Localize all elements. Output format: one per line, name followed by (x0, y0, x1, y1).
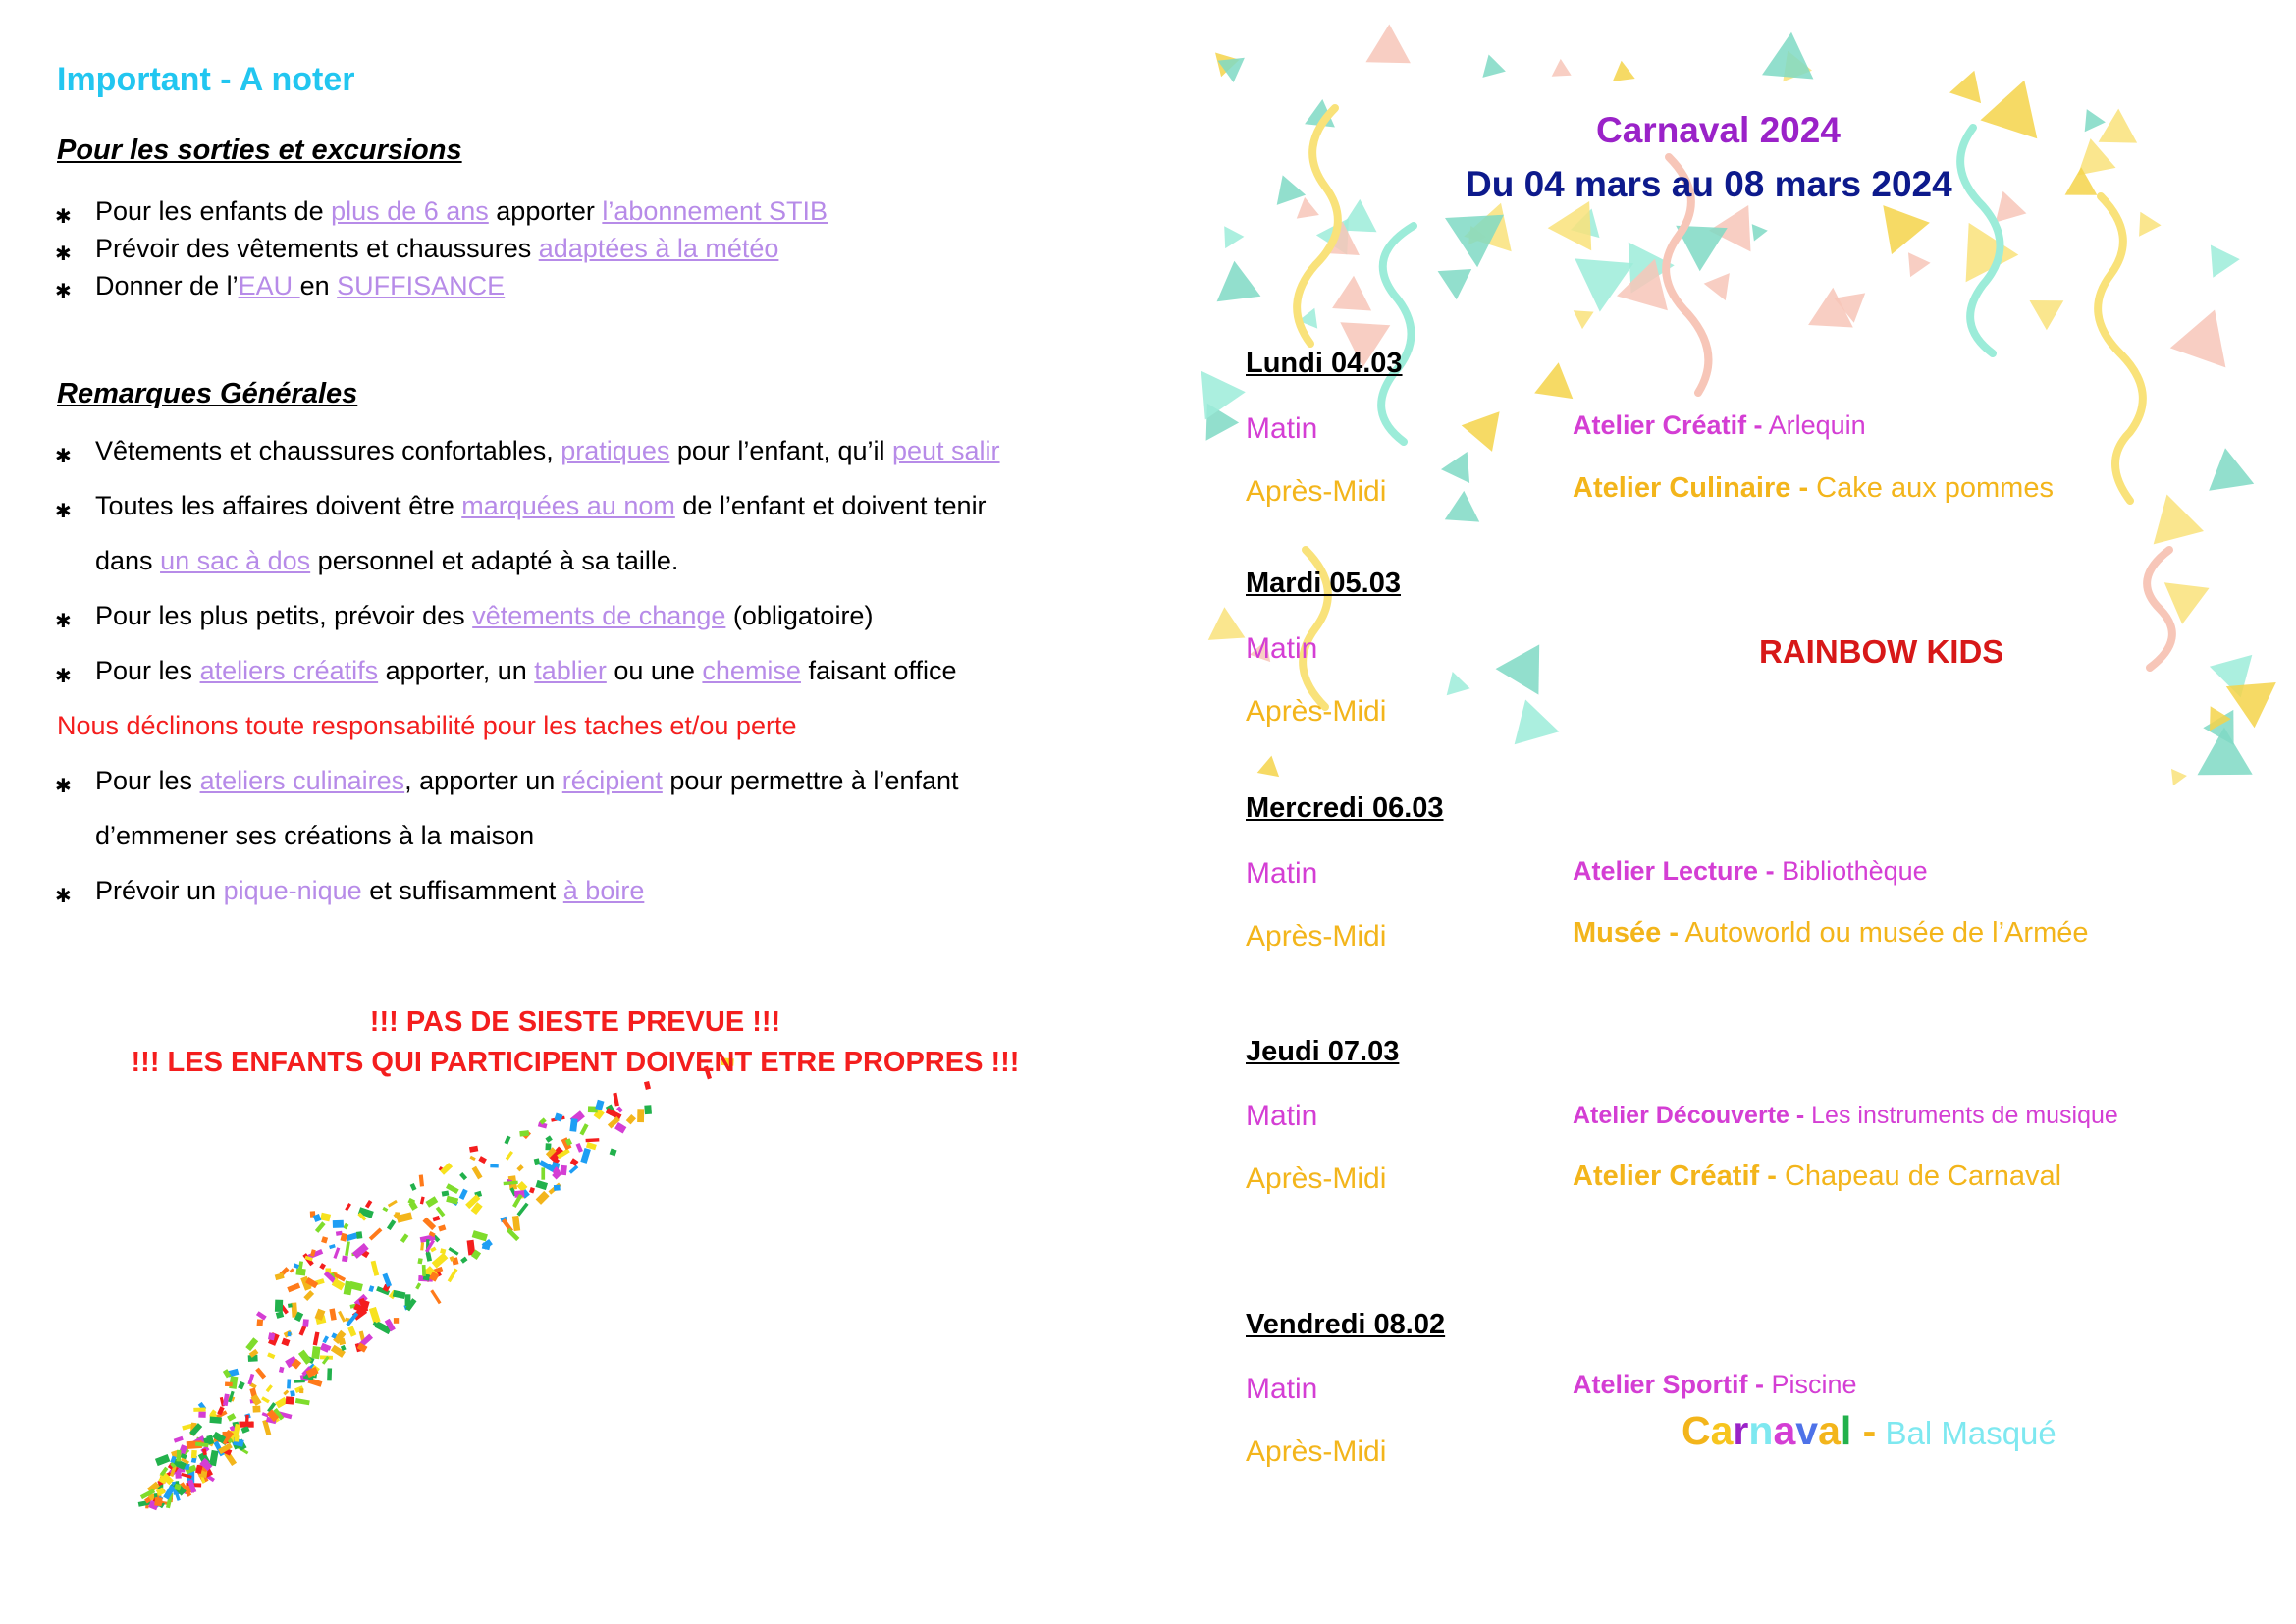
confetti-triangle (1496, 644, 1540, 694)
popper-confetti-piece (275, 1300, 283, 1312)
popper-confetti-piece (154, 1497, 162, 1506)
confetti-triangle (1762, 32, 1813, 80)
popper-confetti-piece (610, 1149, 617, 1157)
link-eau[interactable]: EAU (238, 271, 300, 300)
confetti-triangle (1445, 491, 1479, 522)
popper-confetti-piece (400, 1233, 409, 1243)
popper-confetti-piece (238, 1381, 245, 1389)
popper-confetti-piece (247, 1374, 254, 1385)
confetti-triangle (1482, 55, 1506, 78)
confetti-triangle (1438, 269, 1472, 299)
carnaval-letter: a (1818, 1408, 1841, 1453)
text: , apporter un (404, 766, 562, 795)
confetti-triangle (1908, 252, 1931, 277)
apres-midi-label: Après-Midi (1246, 1163, 1387, 1195)
confetti-triangle (2209, 448, 2254, 491)
popper-confetti-piece (388, 1200, 398, 1208)
popper-confetti-piece (279, 1367, 285, 1373)
popper-confetti-piece (209, 1417, 222, 1424)
popper-confetti-piece (637, 1109, 644, 1122)
popper-confetti-piece (302, 1319, 309, 1327)
popper-confetti-piece (369, 1227, 383, 1240)
popper-confetti-piece (294, 1380, 305, 1383)
activity-name: Arlequin (1762, 410, 1866, 440)
popper-confetti-piece (576, 1143, 583, 1153)
apres-midi-label: Après-Midi (1246, 920, 1387, 952)
link-abonnement-stib[interactable]: l’abonnement STIB (602, 196, 828, 226)
popper-confetti-piece (283, 1389, 289, 1395)
popper-confetti-piece (266, 1384, 273, 1392)
remarques-title: Remarques Générales (57, 378, 358, 409)
confetti-triangle (1208, 607, 1246, 640)
popper-confetti-piece (469, 1146, 478, 1153)
popper-confetti-piece (287, 1283, 300, 1293)
bal-masque: Bal Masqué (1876, 1415, 2056, 1451)
popper-confetti-piece (347, 1326, 356, 1337)
popper-confetti-piece (536, 1191, 550, 1205)
carnaval-letter: a (1773, 1408, 1796, 1453)
popper-confetti-piece (288, 1303, 293, 1308)
popper-confetti-piece (614, 1122, 626, 1133)
confetti-triangle (1441, 452, 1469, 483)
popper-confetti-piece (417, 1258, 422, 1264)
popper-confetti-piece (579, 1123, 588, 1135)
popper-confetti-piece (554, 1185, 561, 1191)
activity-lundi-matin (1573, 410, 1866, 441)
popper-confetti-piece (432, 1216, 440, 1222)
bullet-icon: ✱ (55, 446, 72, 467)
confetti-triangle (1365, 25, 1411, 64)
popper-confetti-piece (245, 1415, 249, 1427)
popper-confetti-piece (469, 1156, 475, 1161)
carnaval-bal-masque (1682, 1408, 2056, 1454)
text: Pour les plus petits, prévoir des (95, 601, 473, 630)
matin-label: Matin (1246, 1100, 1318, 1132)
link-plus-6-ans[interactable]: plus de 6 ans (331, 196, 489, 226)
bullet-icon: ✱ (55, 886, 72, 907)
rainbow-kids: RAINBOW KIDS (1759, 633, 2004, 670)
popper-confetti-piece (472, 1166, 483, 1180)
popper-confetti-piece (387, 1219, 396, 1230)
popper-confetti-piece (294, 1263, 299, 1269)
text: Prévoir un (95, 876, 224, 905)
bullet-icon: ✱ (55, 206, 72, 228)
confetti-triangle (2211, 245, 2240, 278)
link-adaptees-meteo[interactable]: adaptées à la météo (538, 234, 779, 263)
pique-nique-text: pique-nique (223, 876, 362, 905)
activity-type: Atelier Culinaire - (1573, 472, 1809, 504)
popper-confetti-piece (288, 1331, 292, 1336)
bullet-icon: ✱ (55, 501, 72, 522)
confetti-triangle (1201, 371, 1246, 420)
popper-confetti-piece (290, 1390, 295, 1396)
popper-confetti-piece (626, 1114, 636, 1124)
sieste-warning: !!! PAS DE SIESTE PREVUE !!! (369, 1006, 781, 1038)
popper-confetti-piece (472, 1230, 488, 1241)
bullet-icon: ✱ (55, 666, 72, 687)
link-vetements-change[interactable]: vêtements de change (472, 601, 726, 630)
text: apporter, un (378, 656, 535, 685)
remarque-ateliers-creatifs (95, 656, 957, 686)
activity-jeudi-matin (1573, 1102, 2118, 1130)
text: pour l’enfant, qu’il (669, 436, 892, 465)
popper-confetti-piece (505, 1135, 511, 1144)
activity-name: Bibliothèque (1774, 856, 1928, 886)
activity-name: Cake aux pommes (1808, 472, 2054, 504)
confetti-triangle (1515, 700, 1560, 745)
popper-confetti-piece (245, 1337, 258, 1351)
confetti-triangle (1462, 411, 1500, 452)
confetti-triangle (1447, 672, 1470, 695)
popper-confetti-piece (368, 1285, 374, 1292)
sorties-item-eau (95, 271, 505, 301)
activity-lundi-aprem (1573, 472, 2054, 505)
matin-label: Matin (1246, 632, 1318, 665)
carnaval-dash: - (1851, 1408, 1877, 1453)
bullet-icon: ✱ (55, 281, 72, 302)
day-lundi: Lundi 04.03 (1246, 348, 1403, 379)
link-chemise[interactable]: chemise (702, 656, 801, 685)
popper-confetti-piece (595, 1100, 604, 1110)
popper-confetti-piece (322, 1335, 329, 1343)
text: en (299, 271, 338, 300)
popper-confetti-piece (425, 1196, 438, 1208)
popper-confetti-piece (338, 1311, 346, 1323)
popper-confetti-piece (299, 1388, 303, 1393)
text: et suffisamment (361, 876, 563, 905)
bullet-icon: ✱ (55, 244, 72, 265)
confetti-triangle (1996, 191, 2027, 223)
confetti-triangle (1548, 201, 1592, 250)
responsabilite-warning: Nous déclinons toute responsabilité pour les taches et/ou perte (57, 711, 797, 740)
confetti-triangle (2139, 212, 2162, 237)
text: Pour les (95, 766, 200, 795)
link-tablier[interactable]: tablier (534, 656, 607, 685)
confetti-triangle (1752, 224, 1768, 241)
popper-confetti-piece (333, 1220, 344, 1228)
popper-confetti-piece (329, 1244, 336, 1249)
link-recipient[interactable]: récipient (561, 766, 663, 795)
popper-confetti-piece (616, 1107, 623, 1113)
carnaval-word (1682, 1408, 1851, 1453)
text: ou une (606, 656, 703, 685)
day-mardi: Mardi 05.03 (1246, 568, 1401, 599)
popper-confetti-piece (267, 1352, 275, 1359)
popper-confetti-piece (490, 1164, 499, 1168)
matin-label: Matin (1246, 412, 1318, 445)
link-peut-salir[interactable]: peut salir (891, 436, 1000, 465)
text: dans (95, 546, 161, 575)
link-suffisance[interactable]: SUFFISANCE (337, 271, 506, 300)
popper-confetti-piece (155, 1454, 170, 1466)
text: de l’enfant et doivent tenir (674, 491, 987, 520)
popper-confetti-piece (320, 1213, 331, 1222)
popper-confetti-piece (261, 1396, 270, 1403)
popper-confetti-piece (290, 1268, 294, 1272)
remarque-vetements (95, 436, 1000, 466)
activity-type: Atelier Lecture - (1573, 856, 1775, 886)
day-vendredi: Vendredi 08.02 (1246, 1309, 1446, 1340)
remarque-affaires (95, 491, 987, 521)
confetti-triangle (2099, 109, 2138, 143)
page-title: Carnaval 2024 (1596, 110, 1841, 150)
popper-confetti-piece (410, 1183, 417, 1191)
confetti-triangle (1217, 261, 1261, 302)
popper-confetti-piece (419, 1174, 424, 1186)
popper-confetti-piece (336, 1231, 343, 1236)
popper-confetti-piece (415, 1282, 421, 1289)
popper-confetti-piece (430, 1289, 441, 1304)
carnaval-letter: v (1795, 1408, 1819, 1453)
popper-confetti-piece (460, 1257, 467, 1264)
link-a-boire[interactable]: à boire (562, 876, 645, 905)
popper-confetti-piece (365, 1200, 372, 1208)
popper-confetti-piece (252, 1406, 260, 1413)
popper-confetti-piece (394, 1318, 399, 1324)
popper-confetti-piece (438, 1224, 446, 1231)
day-jeudi: Jeudi 07.03 (1246, 1036, 1400, 1067)
popper-confetti-piece (198, 1411, 206, 1417)
sorties-item-stib (95, 196, 828, 227)
apres-midi-label: Après-Midi (1246, 475, 1387, 508)
matin-label: Matin (1246, 1373, 1318, 1405)
popper-confetti-piece (382, 1207, 388, 1212)
popper-confetti-piece (393, 1290, 406, 1299)
popper-confetti-piece (569, 1118, 577, 1132)
popper-confetti-piece (342, 1256, 348, 1263)
activity-vendredi-matin (1573, 1370, 1857, 1400)
popper-confetti-piece (519, 1130, 529, 1136)
popper-confetti-piece (644, 1105, 652, 1114)
popper-confetti-piece (356, 1231, 362, 1239)
text: Vêtements et chaussures confortables, (95, 436, 561, 465)
text: Pour les (95, 656, 200, 685)
text: Toutes les affaires doivent être (95, 491, 462, 520)
link-pratiques[interactable]: pratiques (561, 436, 670, 465)
popper-confetti-piece (478, 1156, 487, 1164)
apres-midi-label: Après-Midi (1246, 695, 1387, 728)
activity-name: Autoworld ou musée de l’Armée (1678, 917, 2089, 948)
confetti-triangle (2030, 300, 2064, 330)
popper-confetti-piece (256, 1311, 267, 1320)
popper-confetti-piece (442, 1190, 450, 1196)
popper-confetti-piece (371, 1261, 380, 1276)
party-popper-confetti (138, 1057, 734, 1510)
text: Prévoir des vêtements et chaussures (95, 234, 539, 263)
confetti-triangle (1534, 362, 1573, 399)
bullet-icon: ✱ (55, 776, 72, 797)
confetti-triangle (1332, 276, 1371, 311)
carnaval-letter: n (1748, 1408, 1774, 1453)
popper-confetti-piece (448, 1269, 458, 1283)
confetti-triangle (1575, 258, 1633, 311)
carnaval-letter: C (1682, 1408, 1711, 1453)
popper-confetti-piece (545, 1143, 551, 1150)
popper-confetti-piece (321, 1236, 328, 1243)
popper-confetti-piece (529, 1187, 535, 1193)
popper-confetti-piece (569, 1165, 579, 1174)
remarque-culinaires-cont: d’emmener ses créations à la maison (95, 821, 535, 850)
carnaval-letter: a (1710, 1408, 1734, 1453)
activity-name: Les instruments de musique (1804, 1102, 2118, 1129)
confetti-triangle (1704, 273, 1730, 300)
confetti-triangle (1297, 197, 1319, 219)
activity-mercredi-aprem (1573, 917, 2088, 949)
popper-confetti-piece (420, 1196, 425, 1204)
popper-confetti-piece (369, 1307, 381, 1324)
popper-confetti-piece (281, 1338, 290, 1347)
day-mercredi: Mercredi 06.03 (1246, 792, 1444, 824)
popper-confetti-piece (333, 1247, 340, 1259)
activity-type: Atelier Découverte - (1573, 1102, 1805, 1129)
text: pour permettre à l’enfant (662, 766, 959, 795)
popper-confetti-piece (506, 1151, 513, 1161)
popper-confetti-piece (586, 1138, 600, 1142)
popper-confetti-piece (287, 1379, 291, 1388)
popper-confetti-piece (319, 1263, 326, 1270)
link-ateliers-creatifs[interactable]: ateliers créatifs (199, 656, 379, 685)
confetti-triangle (2226, 682, 2276, 728)
popper-confetti-piece (191, 1450, 197, 1458)
confetti-triangle (1277, 175, 1306, 205)
popper-confetti-piece (346, 1232, 358, 1241)
popper-confetti-piece (303, 1290, 314, 1301)
text: Pour les enfants de (95, 196, 332, 226)
remarque-ateliers-culinaires (95, 766, 959, 796)
popper-confetti-piece (345, 1241, 350, 1256)
confetti-triangle (1883, 205, 1930, 254)
link-ateliers-culinaires[interactable]: ateliers culinaires (199, 766, 405, 795)
popper-confetti-piece (459, 1172, 467, 1180)
matin-label: Matin (1246, 857, 1318, 890)
link-sac-a-dos[interactable]: un sac à dos (160, 546, 311, 575)
popper-confetti-piece (223, 1393, 230, 1406)
popper-confetti-piece (299, 1326, 307, 1336)
confetti-triangle (2171, 769, 2187, 785)
page-subtitle: Du 04 mars au 08 mars 2024 (1466, 164, 1952, 204)
popper-confetti-piece (209, 1450, 219, 1466)
popper-confetti-piece (343, 1223, 348, 1230)
confetti-triangle (2154, 495, 2204, 545)
popper-confetti-piece (570, 1158, 579, 1166)
popper-confetti-piece (276, 1311, 284, 1319)
popper-confetti-piece (329, 1308, 336, 1320)
popper-confetti-piece (512, 1216, 520, 1231)
activity-type: Atelier Créatif - (1573, 410, 1763, 440)
activity-name: Piscine (1764, 1370, 1857, 1399)
text: Donner de l’ (95, 271, 239, 300)
popper-confetti-piece (613, 1093, 619, 1107)
activity-type: Atelier Sportif - (1573, 1370, 1765, 1399)
popper-confetti-piece (436, 1207, 446, 1218)
sorties-item-meteo (95, 234, 778, 264)
popper-confetti-piece (459, 1189, 468, 1200)
confetti-triangle (1949, 71, 1981, 103)
popper-confetti-piece (422, 1265, 426, 1276)
text: personnel et adapté à sa taille. (310, 546, 679, 575)
popper-confetti-piece (311, 1346, 320, 1359)
confetti-triangle (1552, 59, 1572, 77)
popper-confetti-piece (560, 1165, 567, 1176)
text: apporter (488, 196, 603, 226)
carnaval-letter: r (1733, 1408, 1749, 1453)
activity-name: Chapeau de Carnaval (1776, 1161, 2062, 1192)
confetti-triangle (1980, 81, 2037, 139)
popper-confetti-piece (327, 1368, 332, 1380)
link-marquees-au-nom[interactable]: marquées au nom (461, 491, 675, 520)
confetti-triangle (1257, 756, 1279, 778)
popper-confetti-piece (516, 1164, 523, 1171)
popper-confetti-piece (448, 1247, 458, 1256)
popper-confetti-piece (432, 1253, 449, 1269)
apres-midi-label: Après-Midi (1246, 1435, 1387, 1468)
popper-confetti-piece (227, 1413, 236, 1422)
popper-confetti-piece (541, 1167, 545, 1179)
popper-confetti-piece (257, 1319, 264, 1326)
popper-confetti-piece (517, 1203, 529, 1217)
confetti-triangle (1574, 310, 1594, 329)
confetti-triangle (2078, 138, 2116, 175)
popper-confetti-piece (382, 1273, 392, 1287)
carnaval-letter: l (1840, 1408, 1852, 1453)
popper-confetti-piece (193, 1408, 205, 1412)
popper-confetti-piece (255, 1368, 266, 1380)
popper-confetti-piece (313, 1331, 320, 1345)
confetti-triangle (1224, 226, 1244, 248)
confetti-triangle (2170, 310, 2226, 368)
important-title: Important - A noter (57, 61, 355, 98)
popper-confetti-piece (275, 1272, 285, 1280)
text: faisant office (800, 656, 957, 685)
popper-confetti-piece (177, 1450, 182, 1462)
popper-confetti-piece (446, 1196, 458, 1205)
popper-confetti-piece (535, 1180, 548, 1190)
text: (obligatoire) (725, 601, 874, 630)
popper-confetti-piece (315, 1221, 326, 1233)
popper-confetti-piece (345, 1203, 351, 1211)
sorties-title: Pour les sorties et excursions (57, 135, 462, 166)
remarque-change (95, 601, 873, 631)
activity-jeudi-aprem (1573, 1161, 2061, 1193)
remarque-affaires-cont (95, 546, 678, 576)
bullet-icon: ✱ (55, 611, 72, 632)
popper-confetti-piece (420, 1242, 424, 1250)
propres-warning: !!! LES ENFANTS QUI PARTICIPENT DOIVENT ETRE PROPRES !!! (131, 1047, 1020, 1078)
remarque-pique-nique (95, 876, 644, 906)
activity-type: Atelier Créatif - (1573, 1161, 1777, 1192)
popper-confetti-piece (295, 1398, 310, 1405)
popper-confetti-piece (545, 1135, 552, 1142)
confetti-triangle (1613, 61, 1635, 81)
popper-confetti-piece (644, 1081, 651, 1090)
popper-confetti-piece (430, 1247, 436, 1253)
popper-confetti-piece (286, 1396, 294, 1404)
activity-type: Musée - (1573, 917, 1679, 948)
activity-mercredi-matin (1573, 856, 1928, 887)
popper-confetti-piece (174, 1436, 184, 1443)
popper-confetti-piece (225, 1382, 233, 1387)
confetti-triangle (2085, 109, 2106, 132)
